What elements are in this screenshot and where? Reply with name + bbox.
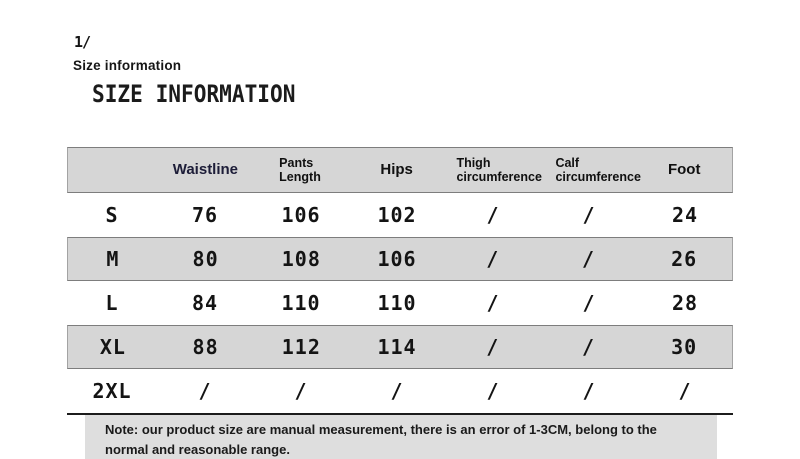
size-cell: S (105, 203, 119, 227)
value-cell: 28 (671, 291, 699, 315)
pagination-indicator: 1/ (74, 33, 91, 51)
value-cell: / (390, 379, 404, 403)
size-cell: XL (99, 335, 126, 359)
section-label: Size information (73, 58, 182, 73)
value-cell: 108 (281, 247, 321, 271)
header-foot: Foot (667, 160, 701, 178)
header-pants-length: Pants Length (279, 156, 321, 184)
value-cell: 84 (191, 291, 219, 315)
header-thigh-circumference: Thigh circumference (456, 156, 542, 184)
value-cell: / (582, 379, 596, 403)
value-cell: / (486, 247, 500, 271)
size-cell: 2XL (92, 379, 132, 403)
value-cell: 76 (191, 203, 219, 227)
value-cell: / (581, 335, 595, 359)
value-cell: / (582, 291, 596, 315)
header-size (68, 148, 158, 192)
table-row-xl (67, 325, 733, 369)
value-cell: / (486, 291, 500, 315)
value-cell: 112 (281, 335, 321, 359)
value-cell: / (294, 379, 308, 403)
value-cell: 106 (281, 203, 321, 227)
size-table (67, 147, 733, 413)
table-row-s (67, 193, 733, 237)
table-row-l (67, 281, 733, 325)
value-cell: / (486, 335, 500, 359)
value-cell: 30 (671, 335, 698, 359)
value-cell: 80 (192, 247, 219, 271)
value-cell: / (486, 203, 500, 227)
value-cell: / (581, 247, 595, 271)
value-cell: / (486, 379, 500, 403)
value-cell: 114 (377, 335, 417, 359)
value-cell: 26 (671, 247, 698, 271)
table-row-2xl (67, 369, 733, 413)
header-waistline: Waistline (172, 160, 239, 178)
value-cell: 102 (377, 203, 417, 227)
page-title: SIZE INFORMATION (92, 80, 296, 108)
note-band (85, 415, 717, 459)
value-cell: 24 (671, 203, 699, 227)
value-cell: / (678, 379, 692, 403)
value-cell: 106 (377, 247, 417, 271)
value-cell: 110 (377, 291, 417, 315)
value-cell: 110 (281, 291, 321, 315)
value-cell: 88 (192, 335, 219, 359)
header-calf-circumference: Calf circumference (555, 156, 641, 184)
size-cell: M (106, 247, 120, 271)
value-cell: / (198, 379, 212, 403)
table-header-row (67, 147, 733, 193)
table-row-m (67, 237, 733, 281)
value-cell: / (582, 203, 596, 227)
measurement-note: Note: our product size are manual measurement, there is an error of 1-3CM, belong to the normal and reasonable range. (105, 422, 657, 457)
size-cell: L (105, 291, 119, 315)
header-hips: Hips (380, 160, 413, 178)
